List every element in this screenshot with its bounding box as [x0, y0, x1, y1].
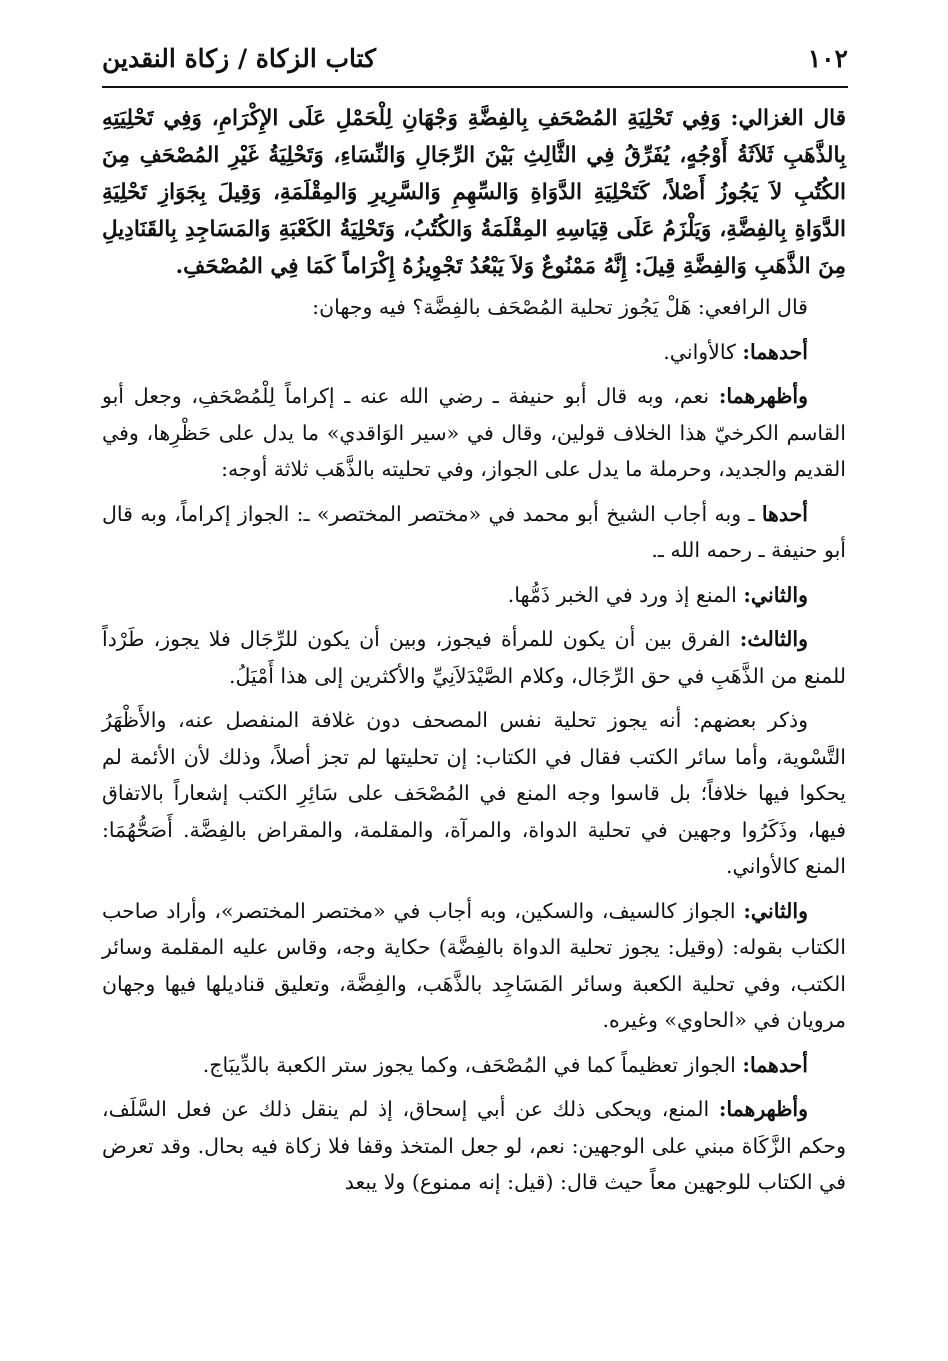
paragraph	[102, 577, 846, 614]
paragraph-lead: أحدهما:	[742, 1052, 808, 1077]
paragraph	[102, 893, 846, 1039]
paragraph-text: نعم، وبه قال أبو حنيفة ـ رضي الله عنه ـ إكراماً لِلْمُصْحَفِ، وجعل أبو القاسم الكرخيّ هذا الخلاف قولين، وقال في «سير الوَاقدي» ما يدل على حَظْرِها، وفي القديم والجديد، وحرملة ما يدل على الجواز، وفي تحليته بالذَّهَب ثلاثة أوجه:	[102, 384, 846, 481]
paragraph-text: المنع إذ ورد في الخبر ذَمُّها.	[507, 582, 744, 607]
paragraph	[102, 1091, 846, 1201]
paragraph-text: المنع، ويحكى ذلك عن أبي إسحاق، إذ لم ينقل ذلك عن فعل السَّلَف، وحكم الزَّكَاة مبني على الوجهين: نعم، لو جعل المتخذ وقفا فلا زكاة فيه بحال. وقد تعرض في الكتاب للوجهين معاً حيث قال: (قيل: إنه ممنوع) ولا يبعد	[102, 1097, 846, 1194]
paragraph-text: قال الغزالي: وَفِي تَحْلِيَةِ المُصْحَفِ بِالفِضَّةِ وَجْهَانِ لِلْحَمْلِ عَلَى الإِكْرَامِ، وَفِي تَحْلِيَتِهِ بِالذَّهَبِ ثَلاَثَةُ أَوْجُهٍ، يُفَرِّقُ فِي الثَّالِثِ بَيْنَ الرِّجَالِ وَالنِّسَاءِ، وَتَحْلِيَةُ غَيْرِ المُصْحَفِ مِنَ الكُتُبِ لاَ يَجُوزُ أَصْلاً، كَتَحْلِيَةِ الدَّوَاةِ وَالسِّهِمِ وَالسَّرِيرِ وَالمِقْلَمَةِ، وَقِيلَ بِجَوَازِ تَحْلِيَةِ الدَّوَاةِ بِالفِضَّةِ، وَيَلْزَمُ عَلَى قِيَاسِهِ المِقْلَمَةُ وَالكُتُبُ، وَتَحْلِيَةُ الكَعْبَةِ وَالمَسَاجِدِ بِالقَنَادِيلِ مِنَ الذَّهَبِ وَالفِضَّةِ قِيلَ: إِنَّهُ مَمْنُوعٌ وَلاَ يَبْعُدُ تَجْوِيزُهُ إِكْرَاماً كَمَا فِي المُصْحَفِ.	[102, 106, 846, 279]
paragraph	[102, 702, 846, 885]
paragraph	[102, 289, 846, 326]
paragraph-lead: وأظهرهما:	[718, 1097, 808, 1121]
paragraph-text: كالأواني.	[663, 339, 743, 364]
paragraph-text: الجواز كالسيف، والسكين، وبه أجاب في «مختصر المختصر»، وأراد صاحب الكتاب بقوله: (وقيل: يجوز تحلية الدواة بالفِضَّة) حكاية وجه، وقاس عليه المقلمة وسائر الكتب، وفي تحلية الكعبة وسائر المَسَاجِد بالذَّهَب، والفِضَّة، وتعليق قناديلها فيها وجهان مرويان في «الحاوي» وغيره.	[102, 898, 846, 1032]
paragraph-text: الجواز تعظيماً كما في المُصْحَف، وكما يجوز ستر الكعبة بالدِّيبَاج.	[202, 1052, 743, 1077]
paragraph-text: قال الرافعي: هَلْ يَجُوز تحلية المُصْحَف بالفِضَّة؟ فيه وجهان:	[312, 295, 808, 319]
paragraph-lead: والثالث:	[739, 627, 808, 651]
paragraph-text: وذكر بعضهم: أنه يجوز تحلية نفس المصحف دون غلافة المنفصل عنه، والأَظْهَرُ التَّسْوية، وأما سائر الكتب فقال في الكتاب: إن تحليتها لم تجز أصلاً، وذلك لأن الأئمة لم يحكوا فيها خلافاً؛ بل قاسوا وجه المنع في المُصْحَف على سَائِرِ الكتب إشعاراً بالاتفاق فيها، وذَكَرُوا وجهين في تحلية الدواة، والمرآة، والمقلمة، والمقراض بالفِضَّة. أَصَحُّهُمَا: المنع كالأواني.	[102, 708, 846, 878]
paragraph	[102, 334, 846, 371]
paragraph	[102, 1047, 846, 1084]
page-body	[102, 100, 846, 1209]
page-number: ١٠٢	[807, 44, 848, 73]
paragraph	[102, 621, 846, 694]
paragraph-lead: والثاني:	[743, 898, 808, 923]
running-title: كتاب الزكاة / زكاة النقدين	[102, 44, 377, 73]
paragraph-text: الفرق بين أن يكون للمرأة فيجوز، وبين أن يكون للرِّجَال فلا يجوز، طَرْداً للمنع من الذَّهَبِ في حق الرِّجَال، وكلام الصَّيْدَلاَنِيِّ والأكثرين إلى هذا أَمْيَلُ.	[102, 627, 846, 688]
paragraph-lead: أحدهما:	[742, 339, 808, 364]
page-header	[102, 38, 848, 88]
paragraph	[102, 378, 846, 488]
paragraph-lead: أحدها	[761, 501, 808, 526]
paragraph-lead: والثاني:	[743, 582, 808, 607]
paragraph	[102, 496, 846, 569]
paragraph	[102, 100, 846, 285]
paragraph-text: ـ وبه أجاب الشيخ أبو محمد في «مختصر المختصر» ـ: الجواز إكراماً، وبه قال أبو حنيفة ـ رحمه الله ـ.	[102, 501, 846, 562]
paragraph-lead: وأظهرهما:	[718, 384, 808, 408]
